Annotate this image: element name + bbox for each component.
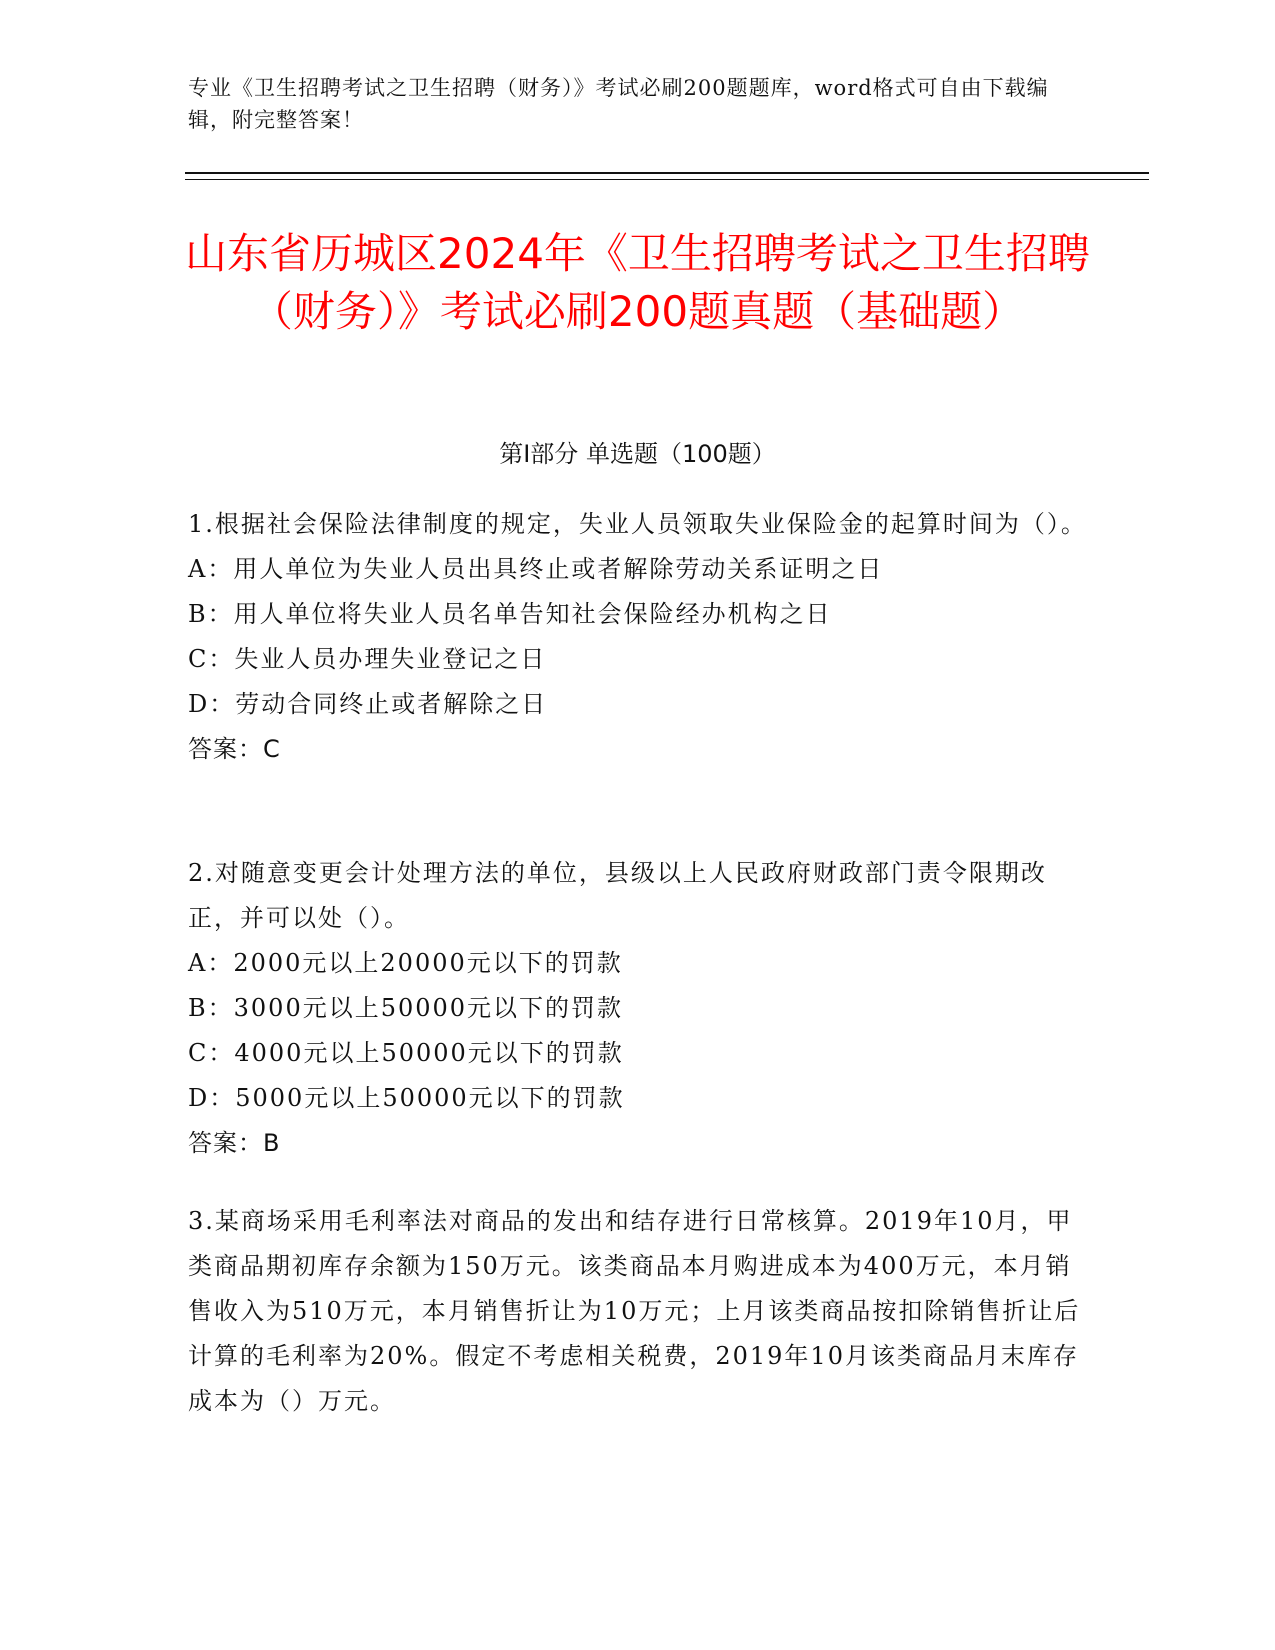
option-c: C：4000元以上50000元以下的罚款 xyxy=(188,1039,624,1067)
option-b: B：用人单位将失业人员名单告知社会保险经办机构之日 xyxy=(188,600,832,628)
question-stem: 3.某商场采用毛利率法对商品的发出和结存进行日常核算。2019年10月，甲类商品期初库存余额为150万元。该类商品本月购进成本为400万元，本月销售收入为510万元，本月销售折让为10万元；上月该类商品按扣除销售折让后计算的毛利率为20%。假定不考虑相关税费，2019年10月该类商品月末库存成本为（）万元。 xyxy=(188,1207,1081,1415)
question-3 xyxy=(188,1199,1088,1424)
question-2 xyxy=(188,851,1088,1166)
header-divider-thick xyxy=(185,172,1149,174)
question-stem: 2.对随意变更会计处理方法的单位，县级以上人民政府财政部门责令限期改正，并可以处（）。 xyxy=(188,859,1047,932)
option-b: B：3000元以上50000元以下的罚款 xyxy=(188,994,624,1022)
header-divider-thin xyxy=(185,179,1149,180)
answer-line: 答案：B xyxy=(188,1129,281,1157)
option-c: C：失业人员办理失业登记之日 xyxy=(188,645,547,673)
option-d: D：5000元以上50000元以下的罚款 xyxy=(188,1084,625,1112)
option-a: A：用人单位为失业人员出具终止或者解除劳动关系证明之日 xyxy=(188,555,884,583)
question-stem: 1.根据社会保险法律制度的规定，失业人员领取失业保险金的起算时间为（）。 xyxy=(188,510,1087,538)
option-a: A：2000元以上20000元以下的罚款 xyxy=(188,949,623,977)
section-heading: 第I部分 单选题（100题） xyxy=(499,440,776,468)
document-title: 山东省历城区2024年《卫生招聘考试之卫生招聘（财务）》考试必刷200题真题（基础题） xyxy=(185,229,1090,336)
answer-line: 答案：C xyxy=(188,735,281,763)
option-d: D：劳动合同终止或者解除之日 xyxy=(188,690,548,718)
question-1 xyxy=(188,502,1088,772)
header-note: 专业《卫生招聘考试之卫生招聘（财务）》考试必刷200题题库，word格式可自由下载编辑，附完整答案！ xyxy=(188,76,1049,132)
